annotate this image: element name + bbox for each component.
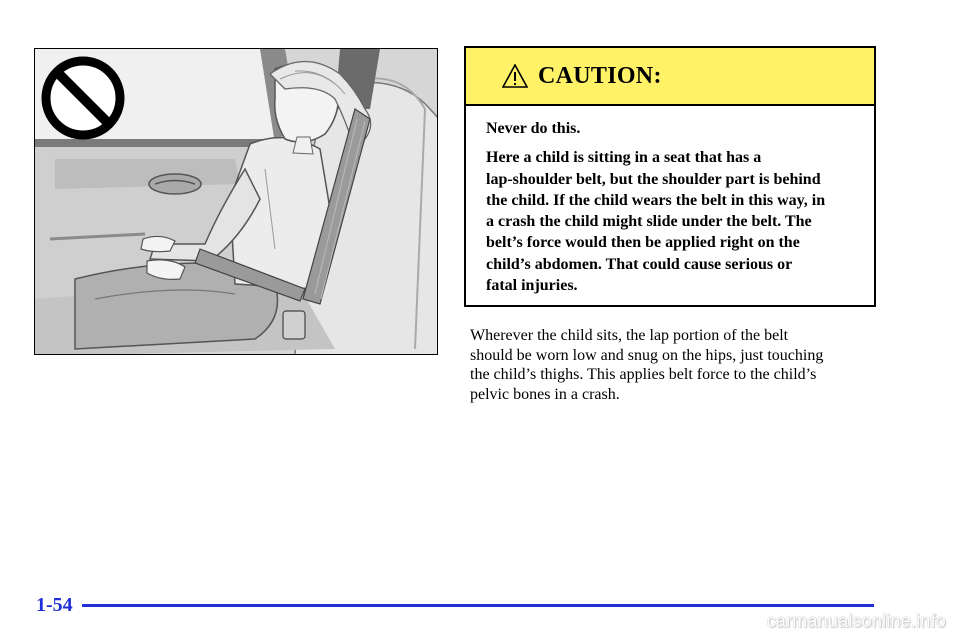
prohibition-icon	[46, 61, 120, 135]
caution-line: child’s abdomen. That could cause serious or	[486, 255, 793, 273]
caution-paragraph-1: Never do this.	[486, 120, 581, 137]
watermark: carmanualsonline.info	[766, 611, 946, 631]
caution-line: belt’s force would then be applied right on the	[486, 234, 800, 252]
caution-line: Here a child is sitting in a seat that has a	[486, 149, 762, 167]
caution-line: the child. If the child wears the belt in this way, in	[486, 191, 826, 209]
footer-rule	[82, 604, 874, 607]
caution-box	[464, 46, 876, 307]
body-line: should be worn low and snug on the hips, just touching	[470, 346, 824, 364]
caution-title: CAUTION:	[538, 63, 662, 89]
caution-body	[466, 106, 874, 296]
caution-line: fatal injuries.	[486, 277, 578, 295]
body-line: Wherever the child sits, the lap portion of the belt	[470, 327, 789, 344]
caution-header	[466, 48, 874, 106]
child-seatbelt-illustration	[34, 48, 438, 355]
page-number: 1-54	[36, 594, 73, 616]
body-line: pelvic bones in a crash.	[470, 385, 620, 403]
body-line: the child’s thighs. This applies belt force to the child’s	[470, 366, 817, 383]
body-paragraph	[470, 326, 890, 404]
warning-triangle-icon	[502, 64, 528, 88]
caution-paragraph-2	[486, 147, 860, 296]
caution-line: a crash the child might slide under the belt. The	[486, 213, 812, 231]
caution-line: lap-shoulder belt, but the shoulder part is behind	[486, 170, 821, 188]
